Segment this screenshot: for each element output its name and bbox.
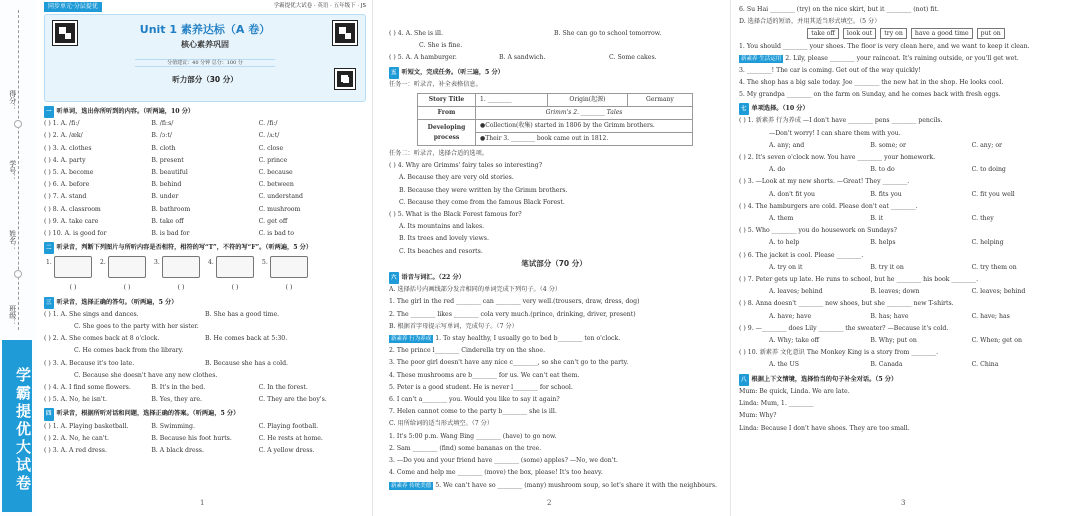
section-heading — [739, 374, 1073, 386]
option-text: C. Its beaches and resorts. — [399, 247, 483, 255]
option-row — [389, 28, 719, 40]
option-text: B. try it on — [870, 263, 904, 271]
option-text: C. When; get on — [971, 337, 1022, 345]
option-text: B. /ɔːt/ — [151, 132, 173, 140]
table-cell: 1. ________ — [476, 94, 548, 107]
writing-section-title: 笔试部分（70 分） — [521, 258, 587, 268]
option-text: B. Swimming. — [151, 422, 195, 430]
option-text: C. have; has — [971, 312, 1010, 320]
option-text: B. bathroom — [151, 205, 191, 213]
question: 2. Lily, please ________ your raincoat. It's raining outside, or you'll get wet. — [785, 54, 1019, 62]
option-text — [569, 40, 719, 52]
option-text: B. He comes back at 5:30. — [205, 335, 288, 343]
option-row — [44, 358, 366, 370]
question: ( ) 4. Why are Grimms' fairy tales so interesting? — [389, 162, 543, 170]
option-row — [44, 433, 366, 445]
table-cell: From — [418, 107, 476, 120]
option-row — [44, 382, 366, 394]
option-text: A. have; have — [769, 312, 812, 320]
option-text: C. They are the boy's. — [258, 396, 327, 404]
option-text: B. She can go to school tomorrow. — [554, 30, 662, 37]
binding-hole — [14, 120, 22, 128]
section-number: 二 — [44, 242, 54, 254]
section-heading — [44, 297, 366, 309]
question: 5. Peter is a good student. He is never l________ for school. — [389, 383, 573, 391]
option-row — [739, 189, 1073, 201]
question: 2. Sam ________ (find) some bananas on the tree. — [389, 444, 542, 452]
listening-picture — [154, 256, 200, 278]
header-strip — [44, 2, 366, 12]
option-row — [739, 262, 1073, 274]
option-text: C. any; or — [971, 141, 1003, 149]
option-text: ( ) 4. A. She is ill. — [389, 30, 443, 37]
option-text: B. Its trees and lovely views. — [399, 235, 489, 243]
option-text: C. She is fine. — [419, 42, 463, 50]
listening-continued — [389, 28, 719, 65]
time-score-bar: 分值建议：40 分钟 总分：100 分 — [135, 59, 275, 67]
section-instruction: 听短文，完成任务。（听三遍，5 分） — [401, 68, 504, 76]
page-3-content — [739, 4, 1073, 435]
option-text — [220, 321, 366, 333]
option-row — [44, 216, 366, 228]
option-text: B. to do — [870, 166, 895, 174]
option-text: ( ) 3. A. clothes — [44, 144, 92, 152]
page-2-content — [389, 28, 719, 492]
option-text: ( ) 9. A. take care — [44, 217, 99, 225]
dialogue-line: Linda: Because I don't have shoes. They are too small. — [739, 424, 910, 432]
table-cell: Developing process — [418, 120, 476, 146]
option-row — [44, 370, 366, 382]
option-text: B. Yes, they are. — [151, 396, 202, 404]
page-3 — [730, 0, 1080, 516]
question: 2. The ________ likes ________ cola very much.(prince, drinking, driver, present) — [389, 310, 636, 318]
option-text: B. Because she has a cold. — [205, 359, 288, 367]
option-row — [739, 213, 1073, 225]
option-text: C. they — [971, 215, 994, 223]
section-instruction: 听录音，判断下列图片与所听内容是否相符，相符的写“T”，不符的写“F”。（听两遍，5 分） — [56, 244, 313, 252]
option-row — [739, 311, 1073, 323]
option-text: A. the US — [769, 361, 799, 369]
option-text: B. under — [151, 193, 179, 201]
option-row — [739, 286, 1073, 298]
option-text: C. close — [258, 144, 284, 152]
option-text: ( ) 1. A. She sings and dances. — [44, 310, 139, 318]
option-text: C. to doing — [971, 166, 1006, 174]
option-text: C. helping — [971, 239, 1004, 247]
section-1-options — [44, 118, 366, 240]
option-text — [220, 370, 366, 382]
section-number: 七 — [739, 103, 749, 115]
table-cell: Germany — [627, 94, 692, 107]
book-source: 学霸提优大试卷 · 英语 · 五年级下 · JS — [273, 3, 366, 9]
option-text: C. because — [258, 169, 293, 177]
option-row — [44, 118, 366, 130]
page-number: 2 — [547, 499, 552, 508]
question: ( ) 8. Anna doesn't ________ new shoes, but she ________ new T-shirts. — [739, 300, 954, 308]
table-cell: Story Title — [418, 94, 476, 107]
option-text: ( ) 5. A. No, he isn't. — [44, 396, 108, 404]
option-text: B. Because they were written by the Grimm brothers. — [399, 186, 568, 194]
listening-questions — [44, 104, 366, 457]
literacy-tag: 新素养 生活运用 — [741, 55, 782, 62]
dialogue-line: Mum: Why? — [739, 412, 777, 420]
series-tag: 同步单元·分层提优 — [44, 2, 102, 12]
page-number: 1 — [200, 499, 205, 508]
option-text: B. beautiful — [151, 169, 188, 177]
section-number: 六 — [389, 272, 399, 284]
section-instruction: 根据上下文情境，选择恰当的句子补全对话。（5 分） — [751, 375, 898, 383]
option-row — [44, 228, 366, 240]
option-text: A. Why; take off — [769, 337, 819, 345]
table-cell: Grimm's 2. ________ Tales — [476, 107, 693, 120]
section-3-options-2 — [44, 382, 366, 406]
picture-number: 1. — [46, 259, 52, 267]
option-text: C. She goes to the party with her sister. — [74, 323, 199, 331]
listening-picture — [100, 256, 146, 278]
section-heading — [44, 106, 366, 118]
table-cell: Origin(起源) — [548, 94, 628, 107]
option-text: ( ) 5. A. A hamburger. — [389, 54, 457, 62]
option-text — [220, 345, 366, 357]
question: 3. —Do you and your friend have ________ (some) apples? —No, we don't. — [389, 457, 618, 465]
section-heading — [44, 408, 366, 420]
option-text: B. present — [151, 156, 184, 164]
option-text: C. fit you well — [971, 190, 1015, 198]
option-row — [44, 143, 366, 155]
listening-picture — [208, 256, 254, 278]
phrase-option: have a good time — [911, 28, 973, 39]
option-row — [44, 204, 366, 216]
question: 3. ________! The car is coming. Get out of the way quickly! — [739, 66, 921, 74]
part-d-instruction: D. 选择合适的短语，并用其适当形式填空。（5 分） — [739, 18, 881, 26]
option-text: C. try them on — [971, 263, 1017, 271]
option-row — [44, 345, 366, 357]
section-number: 五 — [389, 67, 399, 79]
binding-hole — [14, 270, 22, 278]
option-text: C. is bad to — [258, 230, 295, 238]
section-number: 三 — [44, 297, 54, 309]
story-table — [417, 93, 693, 146]
question: 1. The girl in the red ________ can ________ very well.(trousers, draw, dress, dog) — [389, 298, 640, 306]
option-text: B. leaves; down — [870, 288, 920, 296]
question: ( ) 9. —________ does Lily ________ the sweater? —Because it's cold. — [739, 324, 949, 332]
option-text: B. is bad for — [151, 230, 190, 238]
brand-logo: 学霸提优大试卷 — [2, 340, 32, 512]
option-text: C. Playing football. — [258, 422, 319, 430]
option-text: ( ) 5. A. become — [44, 169, 94, 177]
option-text: B. She has a good time. — [205, 310, 280, 318]
question: 2. The prince l________ Cinderella try on the shoe. — [389, 347, 546, 355]
option-text: —Don't worry! I can share them with you. — [769, 129, 901, 137]
question: 4. The shop has a big sale today. Joe ________ the new hat in the shop. He looks cool. — [739, 78, 1004, 86]
dialogue-line: Linda: Mum, 1. ________ — [739, 400, 814, 408]
section-heading — [44, 242, 366, 254]
picture-row — [44, 256, 366, 282]
option-text: C. /fiː/ — [258, 120, 278, 128]
question: 1. To stay healthy, I usually go to bed b________ ten o'clock. — [435, 335, 621, 343]
option-row — [44, 321, 366, 333]
option-text: C. prince — [258, 156, 288, 164]
listening-picture — [46, 256, 92, 278]
picture-number: 3. — [154, 259, 160, 267]
answer-blank[interactable]: ( ) — [285, 284, 293, 292]
question: 1. You should ________ your shoes. The floor is very clean here, and we want to keep it clean. — [739, 42, 1030, 50]
question: ( ) 2. It's seven o'clock now. You have ________ your homework. — [739, 154, 936, 162]
listening-section-title: 听力部分（30 分） — [172, 75, 238, 84]
page-number: 3 — [901, 499, 906, 508]
option-text: B. helps — [870, 239, 896, 247]
option-text: A. Its mountains and lakes. — [399, 223, 485, 231]
option-text: C. China — [971, 361, 999, 369]
option-text: C. In the forest. — [258, 384, 308, 392]
table-cell: ●Their 3. ________ book came out in 1812. — [476, 133, 693, 146]
option-text: A. do — [769, 166, 786, 174]
option-row — [44, 394, 366, 406]
option-row — [739, 335, 1073, 347]
option-row — [389, 52, 719, 64]
option-row — [44, 445, 366, 457]
section-heading — [739, 103, 1073, 115]
option-text: ( ) 1. A. /fiː/ — [44, 120, 80, 128]
phrase-bank — [739, 28, 1073, 40]
option-text — [921, 128, 1073, 140]
option-text: A. don't fit you — [769, 190, 816, 198]
question: ( ) 10. 新素养 文化意识 The Monkey King is a story from ________. — [739, 349, 939, 357]
question: ( ) 7. Peter gets up late. He runs to school, but he ________ his book ________. — [739, 276, 979, 284]
title-banner — [44, 14, 366, 102]
phrase-option: take off — [807, 28, 839, 39]
option-text: A. try on it — [769, 263, 803, 271]
option-row — [44, 130, 366, 142]
option-row — [389, 40, 719, 52]
score-label: 得分： — [8, 90, 17, 111]
option-text: B. has; have — [870, 312, 909, 320]
question: 5. We can't have so ________ (many) mushroom soup, so let's share it with the neighbours. — [435, 481, 717, 489]
task-1: 任务一：听录音，补全表格信息。 — [389, 80, 482, 88]
option-text: C. understand — [258, 193, 303, 201]
dialogue-line: Mum: Be quick, Linda. We are late. — [739, 387, 850, 395]
part-b-instruction: B. 根据首字母提示写单词，完成句子。（7 分） — [389, 322, 518, 330]
question: ( ) 3. —Look at my new shorts. —Great! They ________. — [739, 178, 910, 186]
section-4-options — [44, 421, 366, 458]
option-text: A. to help — [769, 239, 800, 247]
literacy-tag: 新素养 传统美德 — [391, 482, 432, 489]
option-text: B. Because his foot hurts. — [151, 434, 232, 442]
exam-subtitle: 核心素养巩固 — [181, 40, 229, 49]
option-text: A. leaves; behind — [769, 288, 823, 296]
section-number: 四 — [44, 408, 54, 420]
option-text: A. them — [769, 215, 794, 223]
listening-picture — [262, 256, 308, 278]
option-text: ( ) 10. A. is good for — [44, 230, 107, 238]
picture-number: 5. — [262, 259, 268, 267]
option-row — [44, 155, 366, 167]
literacy-tag: 新素养 行为养成 — [391, 336, 432, 343]
part-c-instruction: C. 用所给词的适当形式填空。（7 分） — [389, 420, 494, 428]
phrase-option: put on — [977, 28, 1005, 39]
answer-blank[interactable]: ( ) — [177, 284, 185, 292]
multiple-choice-list — [739, 115, 1073, 371]
picture-number: 2. — [100, 259, 106, 267]
option-text: A. Because they are very old stories. — [399, 174, 514, 182]
question: 3. The poor girl doesn't have any nice c________, so she can't go to the party. — [389, 359, 629, 367]
student-id-label: 学号： — [8, 160, 17, 181]
question: 5. My grandpa ________ on the farm on Sunday, and he comes back with fresh eggs. — [739, 91, 1001, 99]
option-text: A. any; and — [769, 141, 805, 149]
cut-line — [18, 10, 19, 330]
option-text: B. fits you — [870, 190, 902, 198]
option-text: ( ) 2. A. She comes back at 8 o'clock. — [44, 335, 160, 343]
question: 4. Come and help me ________ (move) the box, please! It's too heavy. — [389, 469, 603, 477]
option-text: C. mushroom — [258, 205, 301, 213]
name-label: 姓名： — [8, 230, 17, 251]
answer-blanks-row — [44, 282, 366, 294]
option-row — [44, 167, 366, 179]
option-text: ( ) 6. A. before — [44, 181, 90, 189]
phrase-option: try on — [880, 28, 907, 39]
option-text: C. A yellow dress. — [258, 447, 315, 455]
part-a-instruction: A. 选择括号内画线部分发音相同的单词完成下列句子。（4 分） — [389, 286, 562, 294]
task-2: 任务二：听录音，选择合适的选项。 — [389, 150, 488, 158]
option-text: C. leaves; behind — [971, 288, 1026, 296]
option-text: ( ) 4. A. I find some flowers. — [44, 384, 131, 392]
option-text: C. Some cakes. — [609, 54, 657, 62]
question: 4. These mushrooms are b________ for us. We can't eat them. — [389, 371, 580, 379]
option-text: B. it — [870, 215, 884, 223]
option-text: B. It's in the bed. — [151, 384, 206, 392]
phrase-option: look out — [843, 28, 876, 39]
section-instruction: 听录音，选择正确的答句。（听两遍，5 分） — [56, 298, 178, 306]
option-text: ( ) 3. A. Because it's too late. — [44, 359, 135, 367]
option-row — [739, 140, 1073, 152]
section-heading — [389, 272, 719, 284]
question: ( ) 5. Who ________ you do housework on Sundays? — [739, 227, 897, 235]
section-instruction: 语音与词汇。（22 分） — [401, 274, 465, 282]
question: ( ) 6. The jacket is cool. Please ________. — [739, 251, 864, 259]
question: ( ) 4. The hamburgers are cold. Please don't eat ________. — [739, 202, 918, 210]
option-text: B. take off — [151, 217, 184, 225]
question-options — [389, 221, 719, 258]
option-text: C. /ʌːt/ — [258, 132, 280, 140]
option-text: ( ) 2. A. /æk/ — [44, 132, 83, 140]
option-text: B. /fiːs/ — [151, 120, 174, 128]
section-instruction: 听录音，根据所听对话和问题，选择正确的答案。（听两遍，5 分） — [56, 410, 240, 418]
question: 6. Su Hai ________ (try) on the nice skirt, but it ________ (not) fit. — [739, 6, 939, 13]
option-text: C. get off — [258, 217, 288, 225]
option-text: B. A sandwich. — [499, 54, 546, 62]
section-instruction: 听单词，选出你所听到的内容。（听两遍，10 分） — [56, 108, 195, 115]
page-1 — [0, 0, 370, 516]
option-row — [44, 191, 366, 203]
option-row — [44, 421, 366, 433]
answer-blank[interactable]: ( ) — [123, 284, 131, 292]
option-row — [739, 164, 1073, 176]
option-text: ( ) 8. A. classroom — [44, 205, 101, 213]
option-text: C. He rests at home. — [258, 434, 323, 442]
option-text: C. Because she doesn't have any new clothes. — [74, 371, 218, 379]
table-cell: ●Collection(收集) started in 1806 by the Grimm brothers. — [476, 120, 693, 133]
option-text: B. cloth — [151, 144, 176, 152]
option-text: ( ) 4. A. party — [44, 156, 86, 164]
option-row — [739, 128, 1073, 140]
option-row — [44, 333, 366, 345]
option-text: B. Why; put on — [870, 337, 917, 345]
dialogue — [739, 386, 1073, 435]
option-text: ( ) 2. A. No, he can't. — [44, 434, 110, 442]
question: 7. Helen cannot come to the party b________ she is ill. — [389, 408, 557, 416]
option-row — [739, 359, 1073, 371]
section-instruction: 单项选择。（10 分） — [751, 105, 809, 113]
option-text: B. Canada — [870, 361, 903, 369]
option-text: C. He comes back from the library. — [74, 347, 184, 355]
question: ( ) 1. 新素养 行为养成 —I don't have ________ pens ________ pencils. — [739, 117, 943, 125]
option-row — [44, 309, 366, 321]
option-text: ( ) 1. A. Playing basketball. — [44, 422, 129, 430]
section-number: 八 — [739, 374, 749, 386]
section-heading — [389, 67, 719, 79]
binding-spine — [0, 0, 36, 516]
class-label: 班级： — [8, 305, 17, 326]
option-row — [739, 237, 1073, 249]
option-row — [44, 179, 366, 191]
section-3-options — [44, 309, 366, 382]
option-text: B. some; or — [870, 141, 906, 149]
page-2 — [372, 0, 728, 516]
option-text: B. A black dress. — [151, 447, 204, 455]
picture-number: 4. — [208, 259, 214, 267]
option-text: C. Because they come from the famous Black Forest. — [399, 198, 565, 206]
option-text: ( ) 3. A. A red dress. — [44, 447, 107, 455]
question: 6. I can't a________ you. Would you like to say it again? — [389, 396, 560, 404]
question: ( ) 5. What is the Black Forest famous for? — [389, 211, 522, 219]
answer-blank[interactable]: ( ) — [231, 284, 239, 292]
answer-blank[interactable]: ( ) — [69, 284, 77, 292]
option-text: ( ) 7. A. stand — [44, 193, 87, 201]
question: 1. It's 5:00 p.m. Wang Bing ________ (have) to go now. — [389, 432, 557, 440]
exam-title: Unit 1 素养达标（A 卷） — [139, 23, 271, 36]
option-text: C. between — [258, 181, 294, 189]
option-text: B. behind — [151, 181, 182, 189]
question-options — [389, 172, 719, 209]
section-number: 一 — [44, 106, 54, 118]
